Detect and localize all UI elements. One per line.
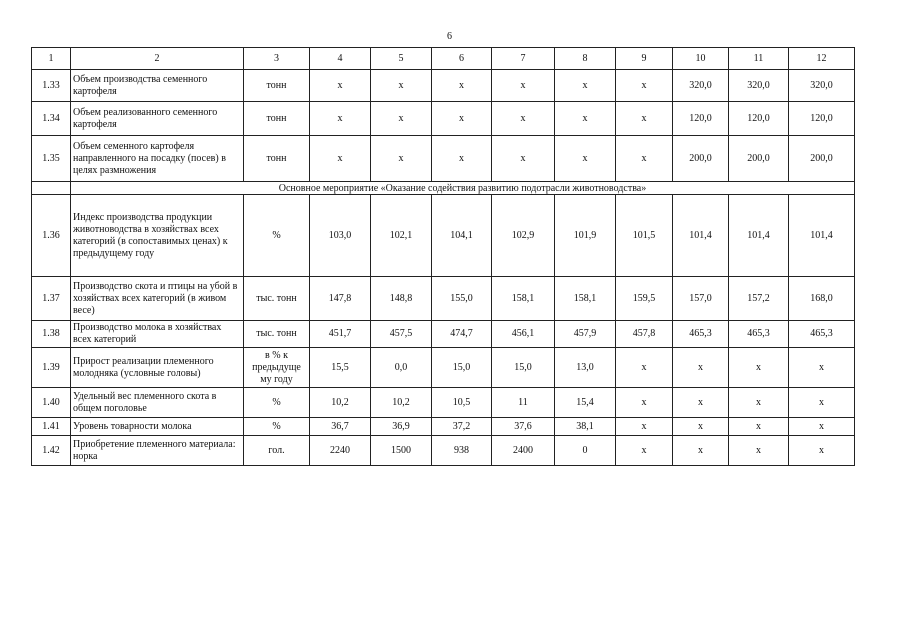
value-cell: x: [729, 418, 789, 436]
value-cell: 15,5: [310, 348, 371, 388]
indicator-name-cell: Производство скота и птицы на убой в хозяйствах всех категорий (в живом весе): [71, 277, 244, 321]
value-cell: x: [616, 436, 673, 466]
value-cell: 200,0: [729, 136, 789, 182]
value-cell: x: [492, 70, 555, 102]
value-cell: 120,0: [729, 102, 789, 136]
table-row: [32, 436, 855, 466]
row-number-cell: 1.41: [32, 418, 71, 436]
column-number-cell: 2: [71, 48, 244, 70]
value-cell: x: [673, 436, 729, 466]
value-cell: x: [789, 388, 855, 418]
value-cell: 465,3: [789, 321, 855, 348]
value-cell: 101,9: [555, 195, 616, 277]
unit-cell: тонн: [244, 136, 310, 182]
value-cell: 101,5: [616, 195, 673, 277]
indicator-name-cell: Уровень товарности молока: [71, 418, 244, 436]
indicator-name-cell: Приобретение племенного материала: норка: [71, 436, 244, 466]
value-cell: 10,5: [432, 388, 492, 418]
page-number: 6: [447, 31, 452, 42]
indicators-table: [31, 47, 855, 466]
value-cell: x: [555, 70, 616, 102]
value-cell: 320,0: [789, 70, 855, 102]
section-row: [32, 182, 855, 195]
value-cell: x: [432, 70, 492, 102]
column-number-cell: 5: [371, 48, 432, 70]
value-cell: x: [432, 102, 492, 136]
unit-cell: тонн: [244, 102, 310, 136]
value-cell: x: [616, 348, 673, 388]
unit-cell: тыс. тонн: [244, 277, 310, 321]
column-number-cell: 6: [432, 48, 492, 70]
section-number-cell: [32, 182, 71, 195]
value-cell: 157,0: [673, 277, 729, 321]
value-cell: 465,3: [673, 321, 729, 348]
value-cell: x: [789, 436, 855, 466]
table-row: [32, 418, 855, 436]
value-cell: 104,1: [432, 195, 492, 277]
table-row: [32, 136, 855, 182]
value-cell: 102,1: [371, 195, 432, 277]
value-cell: x: [310, 102, 371, 136]
value-cell: 457,5: [371, 321, 432, 348]
indicator-name-cell: Удельный вес племенного скота в общем поголовье: [71, 388, 244, 418]
value-cell: x: [555, 102, 616, 136]
table-row: [32, 195, 855, 277]
value-cell: 2400: [492, 436, 555, 466]
column-number-cell: 4: [310, 48, 371, 70]
value-cell: 15,0: [492, 348, 555, 388]
row-number-cell: 1.34: [32, 102, 71, 136]
value-cell: 320,0: [673, 70, 729, 102]
value-cell: x: [673, 348, 729, 388]
table-row: [32, 388, 855, 418]
indicator-name-cell: Объем производства семенного картофеля: [71, 70, 244, 102]
table-row: [32, 277, 855, 321]
value-cell: 457,8: [616, 321, 673, 348]
unit-cell: тыс. тонн: [244, 321, 310, 348]
value-cell: 456,1: [492, 321, 555, 348]
value-cell: 474,7: [432, 321, 492, 348]
column-number-cell: 12: [789, 48, 855, 70]
value-cell: 147,8: [310, 277, 371, 321]
value-cell: 38,1: [555, 418, 616, 436]
value-cell: 103,0: [310, 195, 371, 277]
value-cell: 451,7: [310, 321, 371, 348]
value-cell: x: [616, 418, 673, 436]
column-number-cell: 3: [244, 48, 310, 70]
value-cell: x: [789, 418, 855, 436]
value-cell: 159,5: [616, 277, 673, 321]
column-number-cell: 1: [32, 48, 71, 70]
value-cell: 15,0: [432, 348, 492, 388]
value-cell: 15,4: [555, 388, 616, 418]
row-number-cell: 1.35: [32, 136, 71, 182]
value-cell: 168,0: [789, 277, 855, 321]
table-row: [32, 70, 855, 102]
value-cell: x: [729, 436, 789, 466]
row-number-cell: 1.39: [32, 348, 71, 388]
value-cell: 157,2: [729, 277, 789, 321]
table-row: [32, 348, 855, 388]
value-cell: x: [371, 70, 432, 102]
value-cell: x: [310, 70, 371, 102]
value-cell: x: [492, 136, 555, 182]
value-cell: 158,1: [492, 277, 555, 321]
value-cell: x: [673, 388, 729, 418]
row-number-cell: 1.42: [32, 436, 71, 466]
value-cell: x: [371, 102, 432, 136]
unit-cell: в % к предыдуще му году: [244, 348, 310, 388]
row-number-cell: 1.38: [32, 321, 71, 348]
table-row: [32, 102, 855, 136]
indicator-name-cell: Производство молока в хозяйствах всех категорий: [71, 321, 244, 348]
value-cell: 101,4: [729, 195, 789, 277]
column-number-cell: 10: [673, 48, 729, 70]
unit-cell: %: [244, 388, 310, 418]
value-cell: x: [729, 388, 789, 418]
value-cell: 938: [432, 436, 492, 466]
value-cell: x: [555, 136, 616, 182]
value-cell: 465,3: [729, 321, 789, 348]
section-title: Основное мероприятие «Оказание содействия развитию подотрасли животноводства»: [71, 182, 855, 195]
value-cell: 10,2: [310, 388, 371, 418]
column-number-cell: 11: [729, 48, 789, 70]
row-number-cell: 1.37: [32, 277, 71, 321]
indicator-name-cell: Объем семенного картофеля направленного на посадку (посев) в целях размножения: [71, 136, 244, 182]
unit-cell: гол.: [244, 436, 310, 466]
value-cell: x: [616, 70, 673, 102]
value-cell: x: [789, 348, 855, 388]
row-number-cell: 1.33: [32, 70, 71, 102]
unit-cell: %: [244, 418, 310, 436]
value-cell: 11: [492, 388, 555, 418]
value-cell: 320,0: [729, 70, 789, 102]
value-cell: 120,0: [673, 102, 729, 136]
unit-cell: %: [244, 195, 310, 277]
value-cell: 155,0: [432, 277, 492, 321]
indicator-name-cell: Прирост реализации племенного молодняка (условные головы): [71, 348, 244, 388]
value-cell: 0: [555, 436, 616, 466]
value-cell: x: [492, 102, 555, 136]
table-header-row: [32, 48, 855, 70]
indicator-name-cell: Объем реализованного семенного картофеля: [71, 102, 244, 136]
value-cell: 36,7: [310, 418, 371, 436]
unit-cell: тонн: [244, 70, 310, 102]
value-cell: 120,0: [789, 102, 855, 136]
value-cell: x: [729, 348, 789, 388]
value-cell: 1500: [371, 436, 432, 466]
column-number-cell: 8: [555, 48, 616, 70]
value-cell: x: [616, 136, 673, 182]
table-row: [32, 321, 855, 348]
column-number-cell: 7: [492, 48, 555, 70]
value-cell: 200,0: [673, 136, 729, 182]
value-cell: 10,2: [371, 388, 432, 418]
value-cell: 457,9: [555, 321, 616, 348]
value-cell: x: [432, 136, 492, 182]
value-cell: x: [616, 388, 673, 418]
row-number-cell: 1.40: [32, 388, 71, 418]
value-cell: 148,8: [371, 277, 432, 321]
value-cell: 2240: [310, 436, 371, 466]
value-cell: x: [371, 136, 432, 182]
value-cell: 158,1: [555, 277, 616, 321]
value-cell: x: [616, 102, 673, 136]
value-cell: 200,0: [789, 136, 855, 182]
indicator-name-cell: Индекс производства продукции животноводства в хозяйствах всех категорий (в сопоставимых ценах) к предыдущему году: [71, 195, 244, 277]
value-cell: 101,4: [673, 195, 729, 277]
value-cell: x: [673, 418, 729, 436]
row-number-cell: 1.36: [32, 195, 71, 277]
column-number-cell: 9: [616, 48, 673, 70]
value-cell: 101,4: [789, 195, 855, 277]
value-cell: x: [310, 136, 371, 182]
value-cell: 0,0: [371, 348, 432, 388]
value-cell: 102,9: [492, 195, 555, 277]
value-cell: 13,0: [555, 348, 616, 388]
value-cell: 36,9: [371, 418, 432, 436]
value-cell: 37,2: [432, 418, 492, 436]
value-cell: 37,6: [492, 418, 555, 436]
